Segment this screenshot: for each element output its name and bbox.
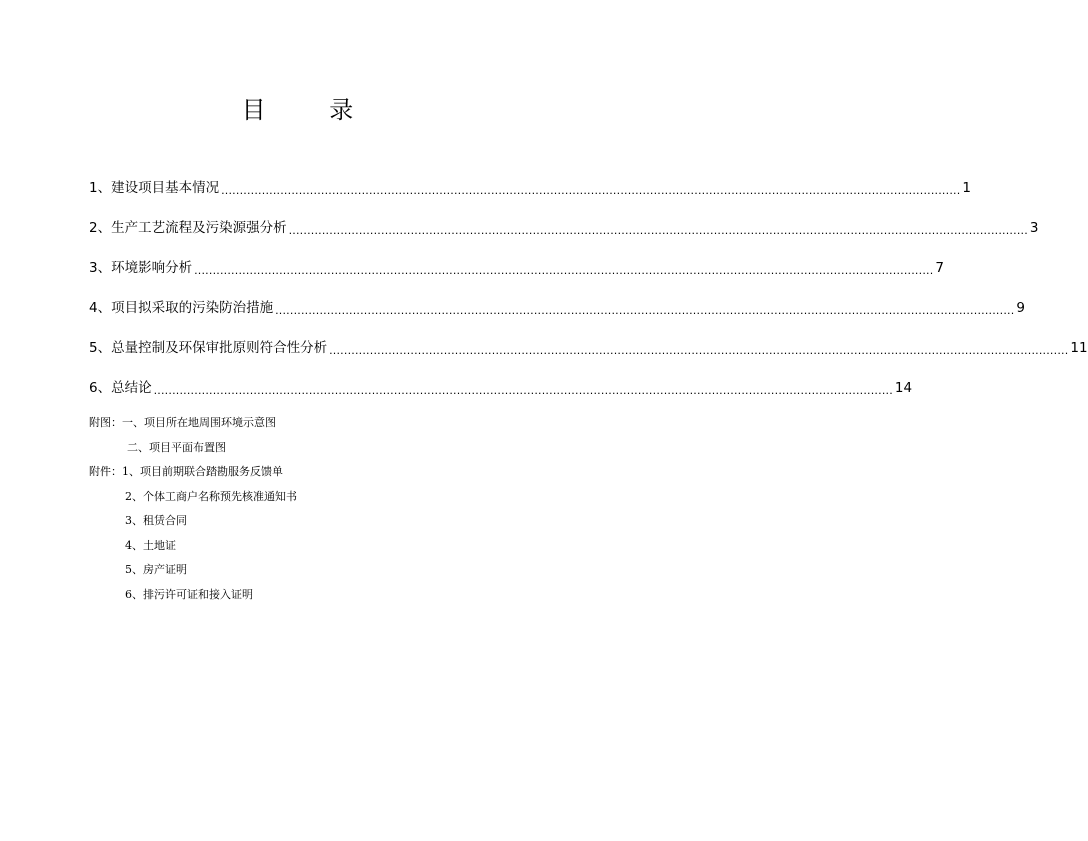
attachment-item: 6、排污许可证和接入证明 (125, 587, 253, 601)
attachment-row (89, 561, 509, 586)
toc-entry-page: 9 (1016, 300, 1026, 316)
figures-row (89, 414, 509, 439)
attachment-item: 3、租赁合同 (125, 514, 187, 527)
toc-entry-label: 2、生产工艺流程及污染源强分析 (89, 220, 287, 236)
toc-dot-leader: ........................................................................................................................................................................................................ (329, 344, 1069, 357)
attachment-item: 2、个体工商户名称预先核准通知书 (125, 489, 297, 503)
toc-dot-leader: ........................................................................................................................................................................................................ (275, 304, 1015, 317)
attachment-row (89, 512, 509, 537)
toc-entry-label: 1、建设项目基本情况 (89, 180, 220, 196)
toc-dot-leader: ........................................................................................................................................................................................................ (153, 384, 893, 397)
toc-entry[interactable] (89, 208, 1039, 248)
attachment-item: 1、项目前期联合踏勘服务反馈单 (122, 465, 283, 478)
attachment-row (89, 586, 509, 611)
toc-entry-label: 3、环境影响分析 (89, 260, 193, 276)
toc-entry-label: 5、总量控制及环保审批原则符合性分析 (89, 340, 328, 356)
appendix-list (89, 414, 509, 610)
toc-entry-page: 7 (935, 260, 945, 276)
figure-row (89, 439, 509, 464)
page-title: 目 录 (241, 96, 382, 124)
toc-entry-label: 6、总结论 (89, 380, 152, 396)
toc-entry[interactable] (89, 248, 945, 288)
table-of-contents (89, 168, 1088, 408)
toc-dot-leader: ........................................................................................................................................................................................................ (221, 184, 961, 197)
toc-entry[interactable] (89, 168, 972, 208)
figure-item: 二、项目平面布置图 (127, 440, 226, 454)
toc-entry[interactable] (89, 328, 1088, 368)
figure-item: 一、项目所在地周围环境示意图 (122, 416, 276, 429)
attachment-item: 4、土地证 (125, 538, 176, 552)
figures-heading: 附图： (89, 416, 122, 429)
toc-entry-label: 4、项目拟采取的污染防治措施 (89, 300, 274, 316)
attachments-heading: 附件： (89, 465, 122, 478)
toc-entry[interactable] (89, 288, 1026, 328)
attachment-item: 5、房产证明 (125, 563, 187, 576)
toc-entry-page: 1 (962, 180, 972, 196)
attachments-row (89, 463, 509, 488)
toc-entry-page: 3 (1029, 220, 1039, 236)
toc-entry[interactable] (89, 368, 913, 408)
attachment-row (89, 488, 509, 513)
toc-entry-page: 14 (894, 380, 913, 396)
toc-dot-leader: ........................................................................................................................................................................................................ (194, 264, 934, 277)
toc-entry-page: 11 (1070, 340, 1088, 356)
toc-dot-leader: ........................................................................................................................................................................................................ (288, 224, 1028, 237)
attachment-row (89, 537, 509, 562)
